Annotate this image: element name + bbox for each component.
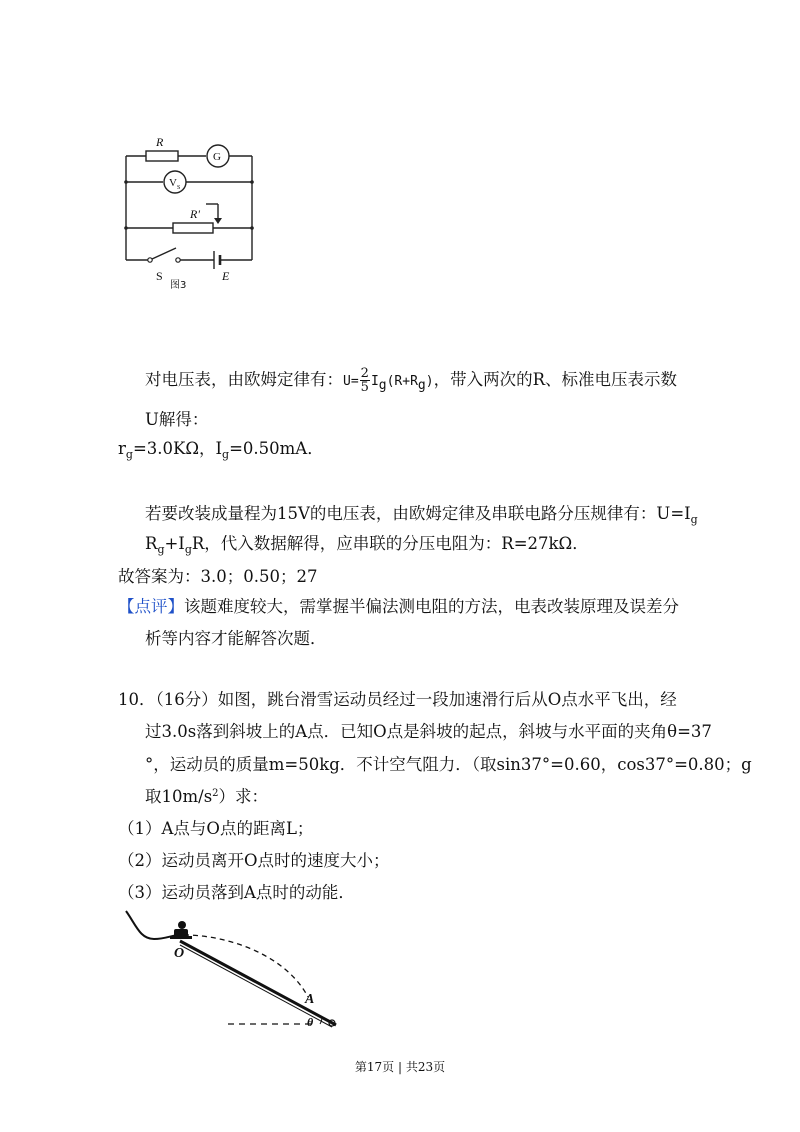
solution-line2: U解得： <box>145 410 209 429</box>
review-line: 【点评】该题难度较大，需掌握半偏法测电阻的方法，电表改装原理及误差分 <box>118 597 679 616</box>
label-O: O <box>174 946 185 961</box>
q10-line2: 过3.0s落到斜坡上的A点．已知O点是斜坡的起点，斜坡与水平面的夹角θ=37 <box>145 722 712 741</box>
label-V: V <box>169 177 177 189</box>
q10-sub3: （3）运动员落到A点时的动能． <box>118 883 355 902</box>
solution-line5: $R_g+I_gR$，代入数据解得，应串联的分压电阻为：R=27kΩ． <box>145 534 589 556</box>
fraction-2-5: $\frac{2}{5}$ <box>360 366 369 395</box>
solution-line4: 若要改装成量程为15V的电压表，由欧姆定律及串联电路分压规律有：$U=I_g$ <box>145 504 698 526</box>
label-R: R <box>156 135 164 149</box>
q10-sub1: （1）A点与O点的距离L； <box>118 819 314 838</box>
label-V-sub: S <box>177 185 181 191</box>
q10-sub2: （2）运动员离开O点时的速度大小； <box>118 851 390 870</box>
solution-line3: $r_g=3.0K\Omega$，$I_g=0.50mA$． <box>118 439 324 461</box>
q10-line1: 10．（16分）如图，跳台滑雪运动员经过一段加速滑行后从O点水平飞出，经 <box>118 690 677 709</box>
label-theta: θ <box>307 1015 314 1029</box>
review-line2: 析等内容才能解答次题． <box>145 629 327 648</box>
q10-line4: 取$10m/s^2$）求： <box>145 787 269 806</box>
figure3-caption: 图3 <box>170 280 187 291</box>
q10-line3: °，运动员的质量m=50kg．不计空气阻力．（取sin37°=0.60，cos37°=0.80；g <box>145 755 752 774</box>
ski-jump-diagram <box>118 905 353 1030</box>
label-E: E <box>222 269 230 283</box>
label-A: A <box>305 992 315 1007</box>
label-S: S <box>156 269 163 283</box>
answer-line: 故答案为：3.0；0.50；27 <box>118 567 318 586</box>
label-Rprime: R' <box>190 207 200 221</box>
page-footer: 第17页 | 共23页 <box>354 1060 446 1074</box>
review-tag: 【点评】 <box>118 597 184 616</box>
label-G: G <box>213 151 221 163</box>
solution-line1: 对电压表，由欧姆定律有：U= $\frac{2}{5}$ $I_g(R+R_g)$，带入两次的R、标准电压表示数 <box>145 366 677 395</box>
circuit-diagram-figure3 <box>118 132 268 292</box>
